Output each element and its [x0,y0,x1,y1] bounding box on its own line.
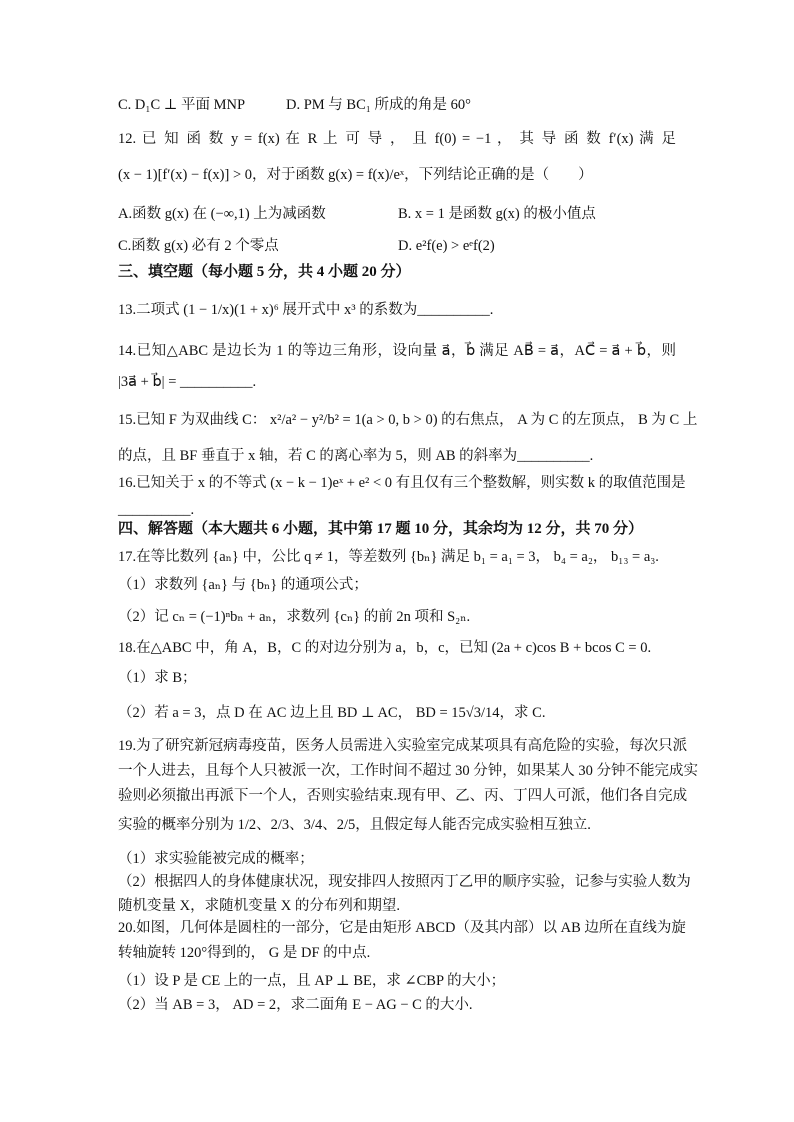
q15-line2: 的点，且 BF 垂直于 x 轴，若 C 的离心率为 5，则 AB 的斜率为__________. [118,448,594,464]
q12-stem-line1: 12. 已 知 函 数 y = f(x) 在 R 上 可 导 ， 且 f(0) = −1 ， 其 导 函 数 f′(x) 满 足 [118,131,676,147]
q18-part1: （1）求 B； [118,670,197,686]
q19-line1: 19.为了研究新冠病毒疫苗，医务人员需进入实验室完成某项具有高危险的实验，每次只派 [118,738,688,754]
q12-option-b: B. x = 1 是函数 g(x) 的极小值点 [398,206,596,222]
q17-stem: 17.在等比数列 {aₙ} 中，公比 q ≠ 1，等差数列 {bₙ} 满足 b₁ = a₁ = 3， b₄ = a₂， b₁₃ = a₃. [118,549,659,565]
q17-part2: （2）记 cₙ = (−1)ⁿbₙ + aₙ，求数列 {cₙ} 的前 2n 项和 S₂ₙ. [118,609,471,625]
q17-part1: （1）求数列 {aₙ} 与 {bₙ} 的通项公式； [118,577,368,593]
q16-line1: 16.已知关于 x 的不等式 (x − k − 1)eˣ + e² < 0 有且仅有三个整数解，则实数 k 的取值范围是 [118,475,686,491]
q18-part2: （2）若 a = 3，点 D 在 AC 边上且 BD ⊥ AC， BD = 15√3/14，求 C. [118,705,546,721]
q12-option-d: D. e²f(e) > eᵉf(2) [398,238,495,254]
q12-stem-line2: (x − 1)[f′(x) − f(x)] > 0，对于函数 g(x) = f(x)/eˣ，下列结论正确的是（ ） [118,167,593,183]
q19-line3: 验则必须撤出再派下一个人，否则实验结束.现有甲、乙、丙、丁四人可派，他们各自完成 [118,788,688,804]
q19-part1: （1）求实验能被完成的概率； [118,851,314,867]
q18-stem: 18.在△ABC 中，角 A，B，C 的对边分别为 a，b，c，已知 (2a + c)cos B + bcos C = 0. [118,640,652,656]
q19-part2-line1: （2）根据四人的身体健康状况，现安排四人按照丙丁乙甲的顺序实验，记参与实验人数为 [118,874,691,890]
q20-line1: 20.如图，几何体是圆柱的一部分，它是由矩形 ABCD（及其内部）以 AB 边所在直线为旋 [118,920,686,936]
q15-line1: 15.已知 F 为双曲线 C： x²/a² − y²/b² = 1(a > 0, b > 0) 的右焦点， A 为 C 的左顶点， B 为 C 上 [118,412,698,428]
q12-option-c: C.函数 g(x) 必有 2 个零点 [118,238,279,254]
q20-line2: 转轴旋转 120°得到的， G 是 DF 的中点. [118,945,371,961]
q19-part2-line2: 随机变量 X，求随机变量 X 的分布列和期望. [118,898,400,914]
section4-heading: 四、解答题（本大题共 6 小题，其中第 17 题 10 分，其余均为 12 分，共 70 分） [118,521,644,537]
q14-line2: |3a⃗ + b⃗| = __________. [118,374,257,390]
q14-line1: 14.已知△ABC 是边长为 1 的等边三角形，设向量 a⃗，b⃗ 满足 AB⃗ = a⃗，AC⃗ = a⃗ + b⃗，则 [118,343,676,359]
q11-option-c: C. D₁C ⊥ 平面 MNP [118,97,246,113]
q19-line4: 实验的概率分别为 1/2、2/3、3/4、2/5，且假定每人能否完成实验相互独立. [118,817,591,833]
q16-line2: __________. [118,502,195,518]
q13-text: 13.二项式 (1 − 1/x)(1 + x)⁶ 展开式中 x³ 的系数为__________. [118,302,494,318]
q12-option-a: A.函数 g(x) 在 (−∞,1) 上为减函数 [118,206,326,222]
q19-line2: 一个人进去，且每个人只被派一次，工作时间不超过 30 分钟，如果某人 30 分钟不能完成实 [118,763,698,779]
section3-heading: 三、填空题（每小题 5 分，共 4 小题 20 分） [118,264,411,280]
q20-part2: （2）当 AB = 3， AD = 2，求二面角 E − AG − C 的大小. [118,997,473,1013]
q11-option-d: D. PM 与 BC₁ 所成的角是 60° [286,97,471,113]
q20-part1: （1）设 P 是 CE 上的一点，且 AP ⊥ BE，求 ∠CBP 的大小； [118,973,506,989]
